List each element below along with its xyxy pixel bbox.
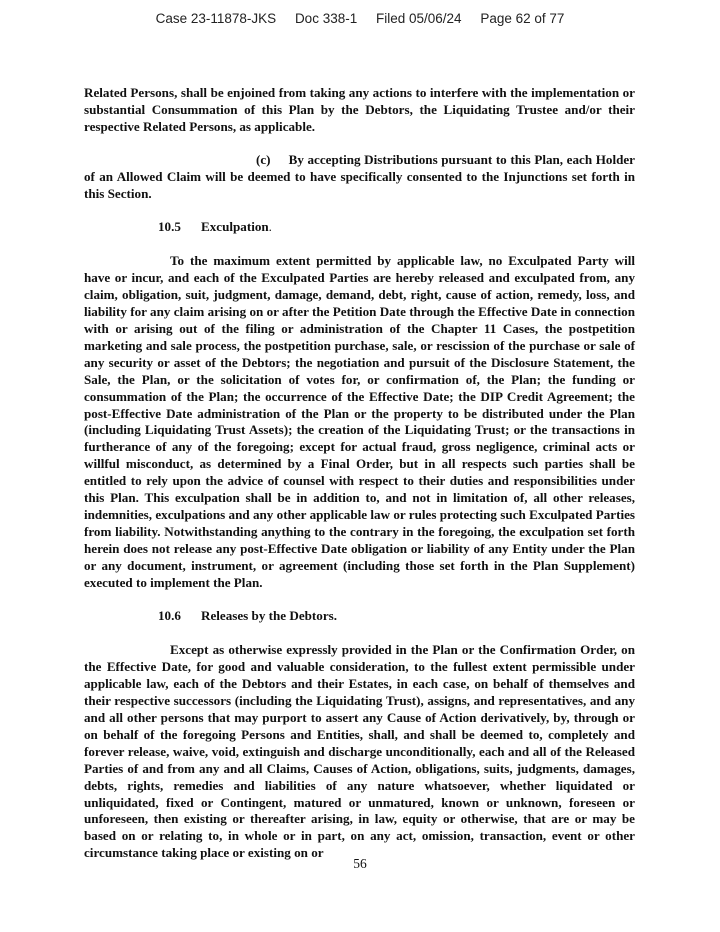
releases-body: Except as otherwise expressly provided in the Plan or the Confirmation Order, on the Effective Date, for good and valuable consideration, to the fullest extent permissible under applicable law, each of the Debtors and their Estates, in each case, on behalf of themselves and their respective successors (including the Liquidating Trust), assigns, and representatives, and any and all other persons that may purport to assert any Cause of Action derivatively, by, through or on behalf of the foregoing Persons and Entities, shall, and shall be deemed to, completely and forever release, waive, void, extinguish and discharge unconditionally, each and all of the Released Parties of and from any and all Claims, Causes of Action, obligations, suits, judgments, damages, debts, rights, remedies and liabilities of any nature whatsoever, whether liquidated or unliquidated, fixed or Contingent, matured or unmatured, known or unknown, foreseen or unforeseen, then existing or thereafter arising, in law, equity or otherwise, that are or may be based on or relating to, in whole or in part, on any act, omission, transaction, event or other circumstance taking place or existing on or	[84, 642, 635, 861]
exculpation-body: To the maximum extent permitted by applicable law, no Exculpated Party will have or incur, and each of the Exculpated Parties are hereby released and exculpated from, any claim, obligation, suit, judgment, damage, demand, debt, right, cause of action, remedy, loss, and liability for any claim arising on or after the Petition Date through the Effective Date in connection with or arising out of the filing or administration of the Chapter 11 Cases, the postpetition marketing and sale process, the postpetition purchase, sale, or rescission of the purchase or sale of any security or asset of the Debtors; the negotiation and pursuit of the Disclosure Statement, the Sale, the Plan, or the solicitation of votes for, or confirmation of, the Plan; the funding or consummation of the Plan; the occurrence of the Effective Date; the DIP Credit Agreement; the post-Effective Date administration of the Plan or the property to be distributed under the Plan (including Liquidating Trust Assets); the creation of the Liquidating Trust; or the transactions in furtherance of any of the foregoing; except for actual fraud, gross negligence, criminal acts or willful misconduct, as determined by a Final Order, but in all respects such parties shall be entitled to rely upon the advice of counsel with respect to their duties and responsibilities under this Plan. This exculpation shall be in addition to, and not in limitation of, all other releases, indemnities, exculpations and any other applicable law or rules protecting such Exculpated Parties from liability. Notwithstanding anything to the contrary in the foregoing, the exculpation set forth herein does not release any post-Effective Date obligation or liability of any Entity under the Plan or any document, instrument, or agreement (including those set forth in the Plan Supplement) executed to implement the Plan.	[84, 253, 635, 590]
case-header	[0, 11, 720, 26]
case-number: Case 23-11878-JKS	[155, 11, 277, 26]
document-body	[84, 85, 635, 862]
section-heading-10-5	[84, 219, 635, 236]
paragraph-c	[84, 152, 635, 203]
section-title: Exculpation	[201, 219, 269, 235]
paragraph-c-marker: (c)	[256, 151, 271, 167]
section-number: 10.6	[158, 608, 181, 624]
section-title: Releases by the Debtors.	[201, 608, 338, 624]
page-number: 56	[353, 856, 367, 871]
filed-date: Filed 05/06/24	[376, 11, 462, 26]
paragraph-c-text: By accepting Distributions pursuant to this Plan, each Holder of an Allowed Claim will be deemed to have specifically consented to the Injunctions set forth in this Section.	[84, 151, 635, 201]
page-indicator: Page 62 of 77	[480, 11, 565, 26]
section-heading-10-6	[84, 608, 635, 625]
section-number: 10.5	[158, 219, 181, 235]
section-title-suffix: .	[268, 219, 272, 235]
paragraph-continuation: Related Persons, shall be enjoined from taking any actions to interfere with the implementation or substantial Consummation of this Plan by the Debtors, the Liquidating Trustee and/or their respective Related Persons, as applicable.	[84, 85, 635, 134]
doc-number: Doc 338-1	[294, 11, 358, 26]
